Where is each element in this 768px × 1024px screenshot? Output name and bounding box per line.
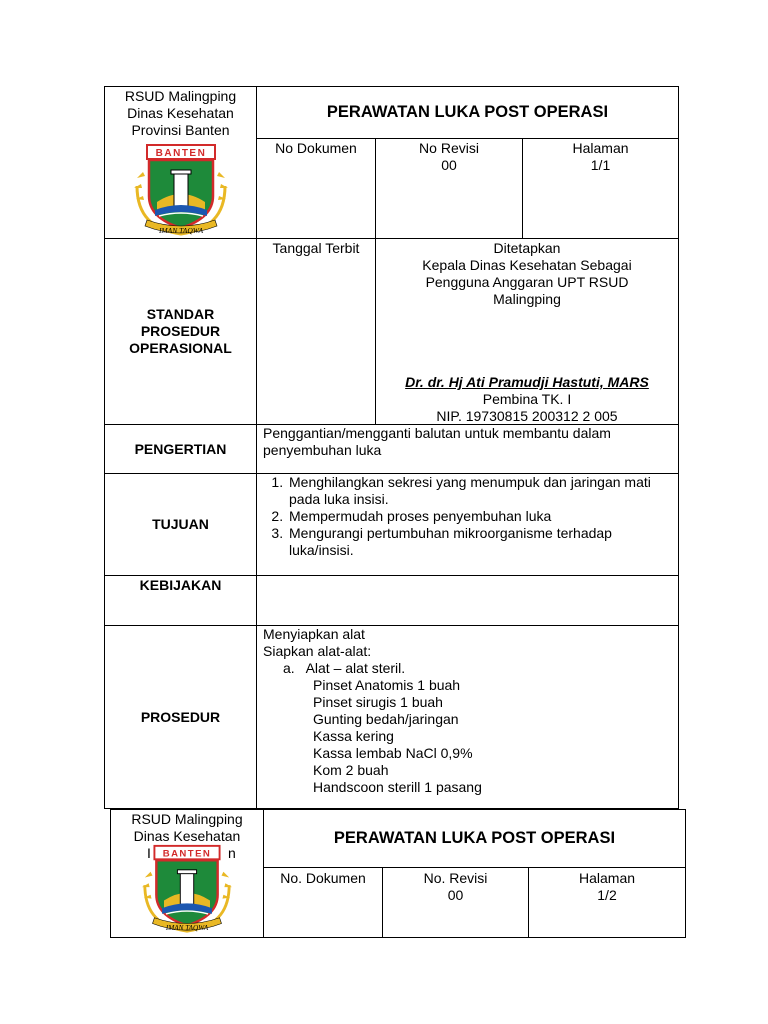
signer-name: Dr. dr. Hj Ati Pramudji Hastuti, MARS — [405, 374, 649, 390]
established-line2: Kepala Dinas Kesehatan Sebagai — [422, 257, 632, 273]
issue-date-label: Tanggal Terbit — [272, 240, 360, 256]
doc-number-cell — [257, 139, 376, 239]
institution-dept-2: Dinas Kesehatan — [133, 828, 241, 844]
institution-cell-2 — [111, 810, 264, 938]
prosedur-sub-a: a. Alat – alat steril. — [283, 660, 406, 676]
revision-label: No Revisi — [419, 140, 479, 157]
logo-text-top-2: BANTEN — [162, 848, 212, 860]
tool-item: Gunting bedah/jaringan — [313, 711, 459, 727]
tool-item: Kassa kering — [313, 728, 394, 744]
logo-text-bottom-2: IMAN TAQWA — [165, 924, 209, 933]
prosedur-label: PROSEDUR — [105, 626, 257, 809]
sop-label-line3: OPERASIONAL — [129, 340, 232, 356]
institution-fragment-right: n — [228, 845, 236, 861]
sop-label-line2: PROSEDUR — [140, 323, 221, 339]
institution-cell — [105, 87, 257, 239]
pengertian-label: PENGERTIAN — [105, 425, 257, 474]
doc-number-label-2: No. Dokumen — [280, 870, 366, 886]
signer-rank: Pembina TK. I — [482, 391, 572, 407]
doc-number-label: No Dokumen — [275, 140, 357, 157]
revision-cell-2 — [383, 868, 529, 938]
established-line3: Pengguna Anggaran UPT RSUD — [425, 274, 629, 290]
logo-text-top: BANTEN — [155, 148, 206, 159]
tool-item: Kom 2 buah — [313, 762, 389, 778]
tujuan-label: TUJUAN — [105, 474, 257, 576]
tujuan-cell — [257, 474, 679, 576]
established-cell — [376, 239, 679, 425]
page-label: Halaman — [572, 140, 629, 157]
issue-date-cell — [257, 239, 376, 425]
document-title-2: PERAWATAN LUKA POST OPERASI — [264, 810, 686, 868]
doc-number-cell-2 — [264, 868, 383, 938]
page-value: 1/1 — [590, 157, 611, 174]
revision-cell — [376, 139, 523, 239]
banten-logo — [131, 142, 231, 238]
institution-province: Provinsi Banten — [131, 122, 230, 138]
institution-dept: Dinas Kesehatan — [127, 105, 234, 121]
prosedur-cell — [257, 626, 679, 809]
revision-value: 00 — [441, 157, 457, 174]
tujuan-list — [263, 474, 672, 559]
signer-nip: NIP. 19730815 200312 2 005 — [436, 408, 618, 424]
established-line1: Ditetapkan — [493, 240, 561, 256]
tujuan-item: 1. Menghilangkan sekresi yang menumpuk dan jaringan mati pada luka insisi. — [287, 474, 672, 508]
kebijakan-cell — [257, 576, 679, 626]
tool-item: Pinset sirugis 1 buah — [313, 694, 443, 710]
institution-fragment-left: I — [147, 845, 151, 861]
institution-name-2: RSUD Malingping — [131, 811, 243, 827]
document-title: PERAWATAN LUKA POST OPERASI — [257, 87, 679, 139]
pengertian-text: Penggantian/mengganti balutan untuk membantu dalam penyembuhan luka — [257, 425, 679, 474]
prosedur-line1: Menyiapkan alat — [263, 626, 365, 642]
revision-value-2: 00 — [447, 887, 464, 903]
tujuan-item: 2. Mempermudah proses penyembuhan luka — [287, 508, 672, 525]
prosedur-line2: Siapkan alat-alat: — [263, 643, 372, 659]
kebijakan-label: KEBIJAKAN — [105, 576, 257, 626]
tujuan-item: 3. Mengurangi pertumbuhan mikroorganisme terhadap luka/insisi. — [287, 525, 672, 559]
logo-text-bottom: IMAN TAQWA — [158, 226, 203, 235]
sop-table-page1 — [104, 86, 679, 809]
sop-label-line1: STANDAR — [146, 306, 215, 322]
page-value-2: 1/2 — [597, 887, 617, 903]
banten-logo-2 — [137, 843, 237, 935]
institution-name: RSUD Malingping — [124, 88, 237, 104]
sop-label — [105, 239, 257, 425]
tool-item: Handscoon sterill 1 pasang — [313, 779, 482, 795]
page-cell-2 — [529, 868, 686, 938]
tool-item: Kassa lembab NaCl 0,9% — [313, 745, 473, 761]
tool-item: Pinset Anatomis 1 buah — [313, 677, 461, 693]
revision-label-2: No. Revisi — [423, 870, 488, 886]
page-label-2: Halaman — [578, 870, 636, 886]
sop-table-page2 — [110, 809, 686, 938]
established-line4: Malingping — [493, 291, 561, 307]
page-cell — [523, 139, 679, 239]
